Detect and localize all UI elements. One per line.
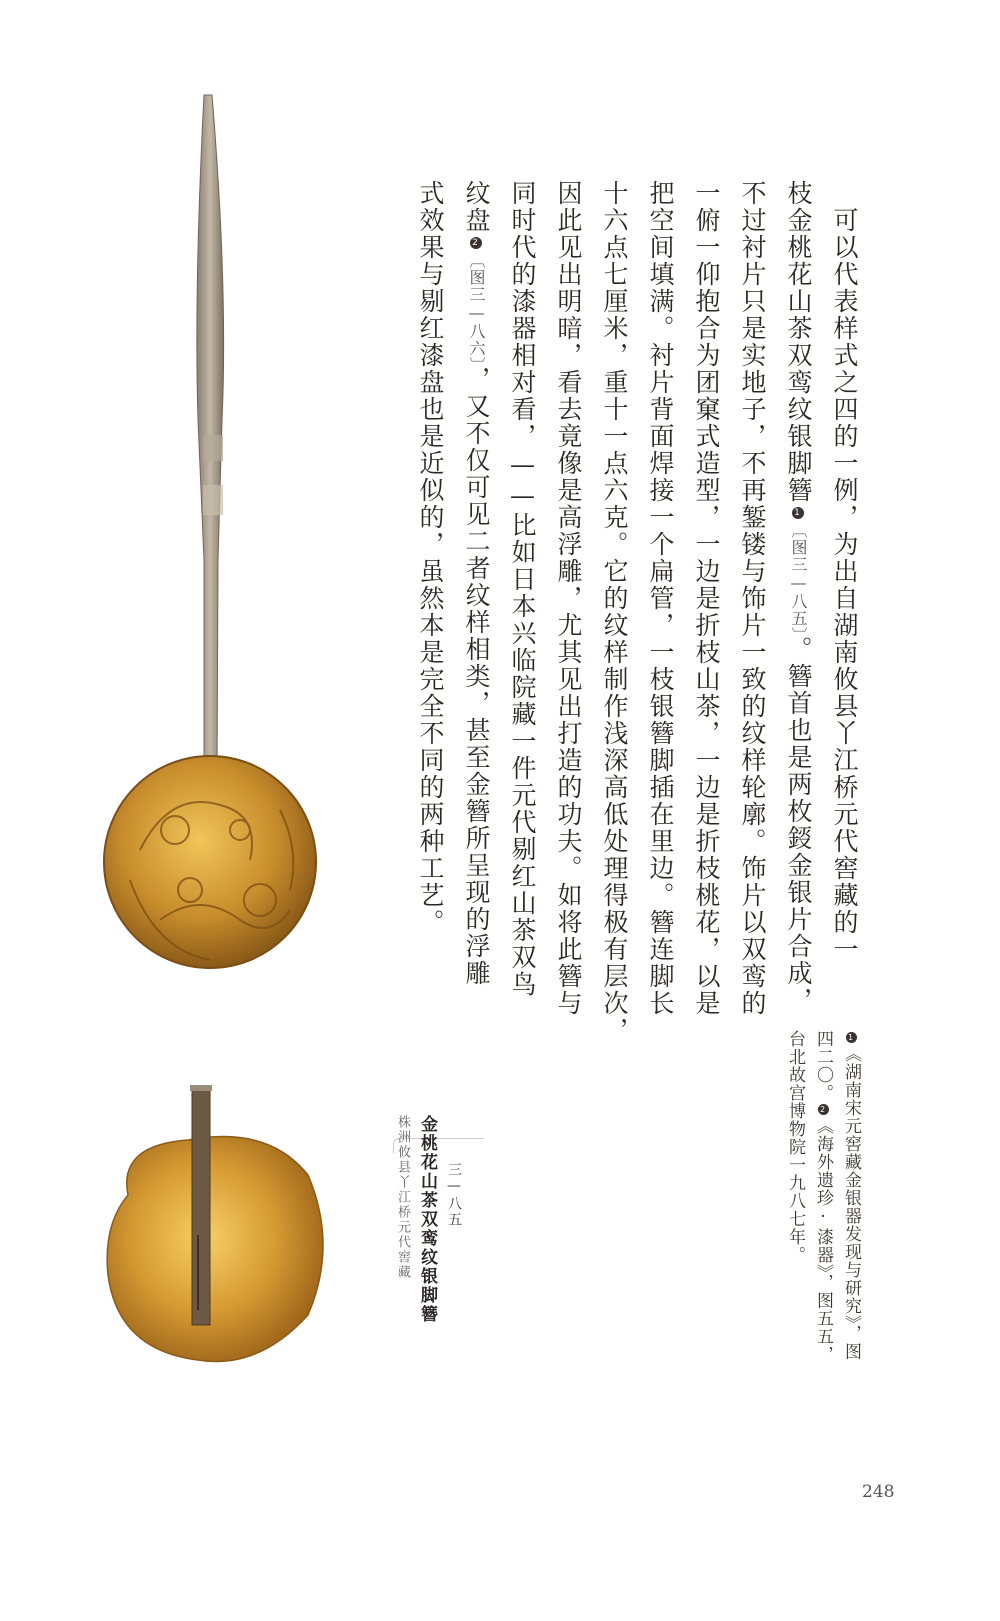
body-column-1: 可以代表样式之四的一例，为出自湖南攸县丫江桥元代窖藏的一 [830, 180, 859, 963]
caption-number: 三—八五 [446, 1162, 462, 1228]
page-number: 248 [862, 1482, 895, 1502]
footnote-ref-1: 1 [792, 507, 804, 519]
hairpin-front-image [100, 90, 340, 980]
body-column-2-text: 枝金桃花山茶双鸾纹银脚簪 [784, 180, 813, 504]
body-column-2-rest: 。簪首也是两枚鋄金银片合成， [784, 636, 813, 1014]
figure-ref-386: 〔图三—八六〕 [467, 252, 486, 366]
body-column-9-text: 纹盘 [462, 180, 491, 234]
footnote-column-3: 台北故宫博物院一九八七年。 [785, 1030, 805, 1264]
footnote-1-tail: 四二〇。 [813, 1030, 833, 1102]
footnote-1-text: 《湖南宋元窖藏金银器发现与研究》，图 [841, 1045, 861, 1361]
body-column-4: 一俯一仰抱合为团窠式造型，一边是折枝山茶，一边是折枝桃花，以是 [692, 180, 721, 1017]
body-column-3: 不过衬片只是实地子，不再錾镂与饰片一致的纹样轮廓。饰片以双鸾的 [738, 180, 767, 1017]
body-column-5: 把空间填满。衬片背面焊接一个扁管，一枝银簪脚插在里边。簪连脚长 [646, 180, 675, 1017]
caption-source: 株洲攸县丫江桥元代窖藏 [395, 1115, 410, 1280]
figure-ref-385: 〔图三—八五〕 [789, 522, 808, 636]
footnote-column-1 [842, 1030, 859, 1361]
body-column-7: 因此见出明暗，看去竟像是高浮雕，尤其见出打造的功夫。如将此簪与 [554, 180, 583, 1017]
hairpin-back-image [98, 1085, 338, 1375]
body-column-10: 式效果与剔红漆盘也是近似的，虽然本是完全不同的两种工艺。 [416, 180, 445, 936]
body-column-9-rest: ，又不仅可见二者纹样相类，甚至金簪所呈现的浮雕 [462, 366, 491, 987]
body-column-9 [464, 180, 489, 987]
body-column-8: 同时代的漆器相对看，——比如日本兴临院藏一件元代剔红山茶双鸟 [508, 180, 537, 998]
footnote-mark-1: 1 [846, 1032, 857, 1043]
footnote-column-2 [814, 1030, 831, 1364]
footnote-mark-2: 2 [818, 1104, 829, 1115]
footnote-2-text: 《海外遗珍·漆器》，图五五， [813, 1117, 833, 1364]
body-column-6: 十六点七厘米，重十一点六克。它的纹样制作浅深高低处理得极有层次， [600, 180, 629, 1044]
footnote-ref-2: 2 [470, 237, 482, 249]
caption-title: 金桃花山茶双鸾纹银脚簪 [417, 1115, 437, 1324]
body-column-2 [786, 180, 811, 1014]
